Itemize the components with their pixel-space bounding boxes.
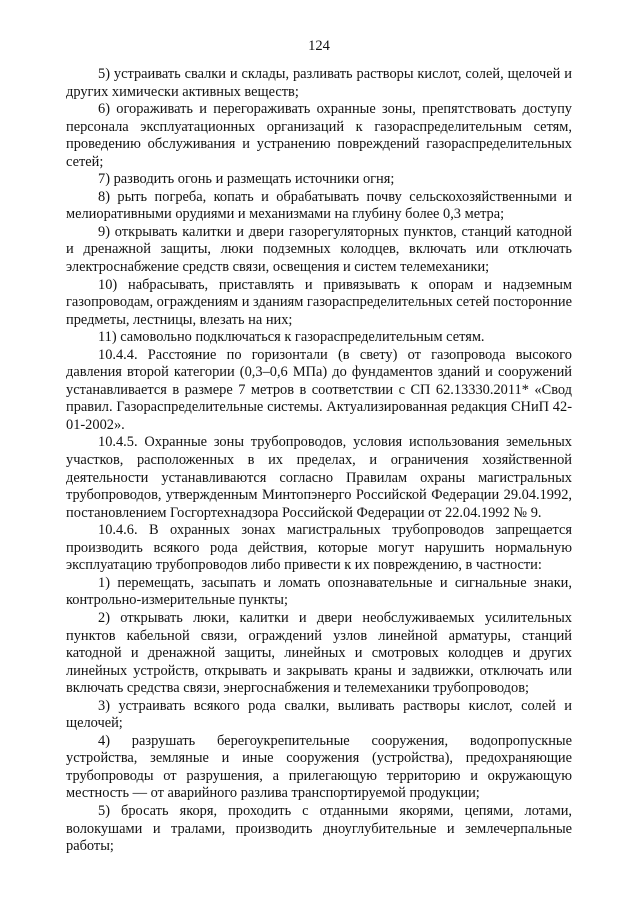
list-item-5-anchors: 5) бросать якоря, проходить с отданными якорями, цепями, лотами, волокушами и тралами, производить дноуглубительные и землечерпальные работы;	[66, 802, 572, 855]
list-item-11-connecting: 11) самовольно подключаться к газораспределительным сетям.	[98, 329, 485, 346]
document-body	[66, 66, 572, 856]
list-item-6-fencing: 6) огораживать и перегораживать охранные зоны, препятствовать доступу персонала эксплуатационных организаций к газораспределительным сетям, проведению обслуживания и устранению повреждений газораспределительных сетей;	[66, 101, 572, 170]
section-10-4-5: 10.4.5. Охранные зоны трубопроводов, условия использования земельных участков, расположенных в их пределах, и ограничения хозяйственной деятельности устанавливаются согласно Правилам охраны магистральных трубопроводов, утвержденным Минтопэнерго Российской Федерации 29.04.1992, постановлением Госгортехнадзора Российской Федерации от 22.04.1992 № 9.	[66, 434, 572, 521]
list-item-9-doors: 9) открывать калитки и двери газорегуляторных пунктов, станций катодной и дренажной защиты, люки подземных колодцев, включать или отключать электроснабжение средств связи, освещения и систем телемеханики;	[66, 223, 572, 276]
list-item-10-objects: 10) набрасывать, приставлять и привязывать к опорам и надземным газопроводам, ограждениям и зданиям газораспределительных сетей посторонние предметы, лестницы, влезать на них;	[66, 276, 572, 328]
page-number: 124	[308, 38, 330, 54]
list-item-8-digging: 8) рыть погреба, копать и обрабатывать почву сельскохозяйственными и мелиоративными орудиями и механизмами на глубину более 0,3 метра;	[66, 188, 572, 223]
section-10-4-4: 10.4.4. Расстояние по горизонтали (в свету) от газопровода высокого давления второй категории (0,3–0,6 МПа) до фундаментов зданий и сооружений устанавливается в размере 7 метров в соответствии с СП 62.13330.2011* «Свод правил. Газораспределительные системы. Актуализированная редакция СНиП 42-01-2002».	[66, 346, 572, 433]
list-item-4-structures: 4) разрушать берегоукрепительные сооружения, водопропускные устройства, земляные и иные сооружения (устройства), предохраняющие трубопроводы от разрушения, а прилегающую территорию и окружающую местность — от аварийного разлива транспортируемой продукции;	[66, 732, 572, 802]
list-item-7-fire: 7) разводить огонь и размещать источники огня;	[98, 171, 395, 188]
list-item-5-dumps: 5) устраивать свалки и склады, разливать растворы кислот, солей, щелочей и других химически активных веществ;	[66, 66, 572, 100]
document-page	[66, 0, 572, 905]
list-item-2-hatches: 2) открывать люки, калитки и двери необслуживаемых усилительных пунктов кабельной связи, ограждений узлов линейной арматуры, станций катодной и дренажной защиты, линейных и смотровых колодцев и других линейных устройств, открывать и закрывать краны и задвижки, отключать или включать средства связи, энергоснабжения и телемеханики трубопроводов;	[66, 609, 572, 697]
list-item-3-dumps: 3) устраивать всякого рода свалки, выливать растворы кислот, солей и щелочей;	[66, 697, 572, 732]
section-10-4-6: 10.4.6. В охранных зонах магистральных трубопроводов запрещается производить всякого рода действия, которые могут нарушить нормальную эксплуатацию трубопроводов либо привести к их повреждению, в частности:	[66, 522, 572, 574]
list-item-1-signs: 1) перемещать, засыпать и ломать опознавательные и сигнальные знаки, контрольно-измерительные пункты;	[66, 574, 572, 609]
